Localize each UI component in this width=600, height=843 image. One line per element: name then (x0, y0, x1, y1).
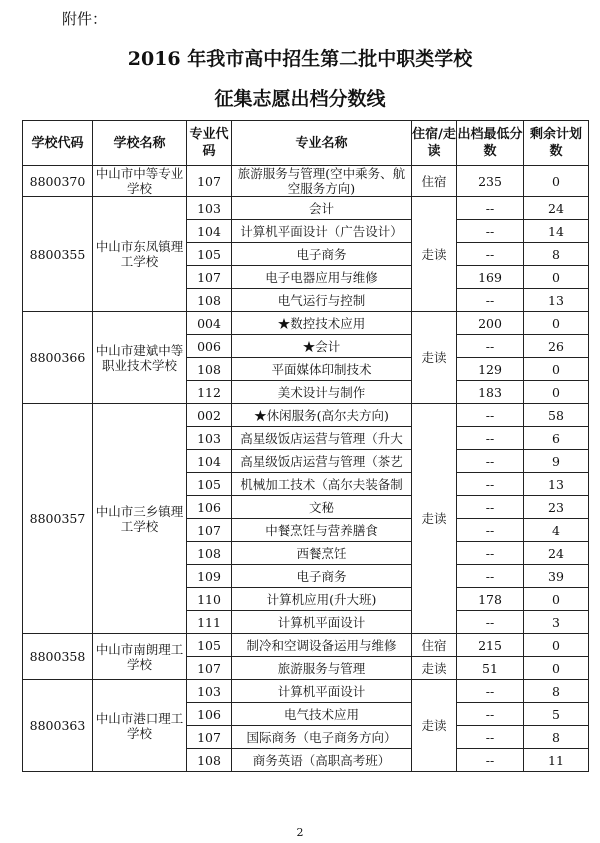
major-code: 108 (187, 749, 232, 772)
header-school-code: 学校代码 (23, 121, 93, 166)
major-name: 电子商务 (232, 565, 412, 588)
remaining: 11 (524, 749, 589, 772)
major-name: 文秘 (232, 496, 412, 519)
header-major-name: 专业名称 (232, 121, 412, 166)
major-name: 电气技术应用 (232, 703, 412, 726)
major-code: 106 (187, 703, 232, 726)
remaining: 0 (524, 657, 589, 680)
min-score: 51 (457, 657, 524, 680)
major-code: 104 (187, 220, 232, 243)
major-name: 计算机平面设计 (232, 680, 412, 703)
major-code: 112 (187, 381, 232, 404)
table-row (23, 197, 589, 220)
major-code: 107 (187, 726, 232, 749)
remaining: 8 (524, 726, 589, 749)
table-row (23, 312, 589, 335)
major-code: 004 (187, 312, 232, 335)
min-score: -- (457, 519, 524, 542)
header-lodging: 住宿/走读 (412, 121, 457, 166)
min-score: -- (457, 611, 524, 634)
remaining: 14 (524, 220, 589, 243)
major-name: 国际商务（电子商务方向） (232, 726, 412, 749)
lodging: 走读 (412, 404, 457, 634)
document-title: 2016 年我市高中招生第二批中职类学校 (127, 48, 473, 70)
min-score: 178 (457, 588, 524, 611)
remaining: 0 (524, 312, 589, 335)
school-code: 8800355 (23, 197, 93, 312)
major-code: 105 (187, 473, 232, 496)
table-row (23, 634, 589, 657)
remaining: 0 (524, 166, 589, 197)
major-name: 平面媒体印制技术 (232, 358, 412, 381)
min-score: -- (457, 404, 524, 427)
major-name: 高星级饭店运营与管理（茶艺 (232, 450, 412, 473)
remaining: 8 (524, 243, 589, 266)
remaining: 0 (524, 588, 589, 611)
school-name: 中山市港口理工学校 (93, 680, 187, 772)
major-name: 计算机平面设计（广告设计） (232, 220, 412, 243)
min-score: -- (457, 289, 524, 312)
remaining: 0 (524, 358, 589, 381)
major-code: 108 (187, 289, 232, 312)
remaining: 26 (524, 335, 589, 358)
major-name: 电气运行与控制 (232, 289, 412, 312)
min-score: -- (457, 220, 524, 243)
min-score: -- (457, 749, 524, 772)
major-code: 106 (187, 496, 232, 519)
major-code: 109 (187, 565, 232, 588)
min-score: -- (457, 542, 524, 565)
min-score: 183 (457, 381, 524, 404)
school-code: 8800363 (23, 680, 93, 772)
major-name: 美术设计与制作 (232, 381, 412, 404)
remaining: 13 (524, 473, 589, 496)
major-name: 计算机应用(升大班) (232, 588, 412, 611)
major-code: 110 (187, 588, 232, 611)
major-code: 107 (187, 266, 232, 289)
major-code: 107 (187, 166, 232, 197)
major-code: 107 (187, 657, 232, 680)
attachment-label: 附件： (62, 10, 108, 28)
table-row (23, 166, 589, 197)
major-code: 103 (187, 197, 232, 220)
remaining: 4 (524, 519, 589, 542)
major-code: 104 (187, 450, 232, 473)
major-code: 108 (187, 358, 232, 381)
major-code: 108 (187, 542, 232, 565)
lodging: 走读 (412, 197, 457, 312)
lodging: 走读 (412, 680, 457, 772)
major-name: 计算机平面设计 (232, 611, 412, 634)
major-code: 103 (187, 680, 232, 703)
min-score: 169 (457, 266, 524, 289)
major-name: 商务英语（高职高考班） (232, 749, 412, 772)
min-score: 235 (457, 166, 524, 197)
remaining: 39 (524, 565, 589, 588)
remaining: 3 (524, 611, 589, 634)
page-number: 2 (296, 826, 304, 839)
min-score: -- (457, 680, 524, 703)
major-name: 中餐烹饪与营养膳食 (232, 519, 412, 542)
remaining: 58 (524, 404, 589, 427)
remaining: 0 (524, 634, 589, 657)
remaining: 0 (524, 266, 589, 289)
lodging: 走读 (412, 657, 457, 680)
school-name: 中山市南朗理工学校 (93, 634, 187, 680)
major-name: ★会计 (232, 335, 412, 358)
min-score: -- (457, 243, 524, 266)
major-name: 制冷和空调设备运用与维修 (232, 634, 412, 657)
min-score: -- (457, 427, 524, 450)
school-name: 中山市中等专业学校 (93, 166, 187, 197)
major-code: 111 (187, 611, 232, 634)
school-code: 8800357 (23, 404, 93, 634)
major-name: 旅游服务与管理 (232, 657, 412, 680)
major-name: 机械加工技术（高尔夫装备制 (232, 473, 412, 496)
header-school-name: 学校名称 (93, 121, 187, 166)
remaining: 6 (524, 427, 589, 450)
major-name: ★数控技术应用 (232, 312, 412, 335)
lodging: 住宿 (412, 634, 457, 657)
major-code: 105 (187, 243, 232, 266)
min-score: -- (457, 496, 524, 519)
min-score: 129 (457, 358, 524, 381)
min-score: -- (457, 335, 524, 358)
min-score: -- (457, 197, 524, 220)
min-score: 215 (457, 634, 524, 657)
school-code: 8800358 (23, 634, 93, 680)
document-subtitle: 征集志愿出档分数线 (214, 88, 386, 110)
major-name: 旅游服务与管理(空中乘务、航空服务方向) (232, 166, 412, 197)
major-name: 电子电器应用与维修 (232, 266, 412, 289)
major-name: 电子商务 (232, 243, 412, 266)
lodging: 住宿 (412, 166, 457, 197)
table-row (23, 404, 589, 427)
remaining: 23 (524, 496, 589, 519)
school-name: 中山市三乡镇理工学校 (93, 404, 187, 634)
major-name: 西餐烹饪 (232, 542, 412, 565)
school-name: 中山市东凤镇理工学校 (93, 197, 187, 312)
remaining: 24 (524, 542, 589, 565)
header-min-score: 出档最低分数 (457, 121, 524, 166)
remaining: 0 (524, 381, 589, 404)
major-code: 103 (187, 427, 232, 450)
header-remaining: 剩余计划数 (524, 121, 589, 166)
school-name: 中山市建斌中等职业技术学校 (93, 312, 187, 404)
remaining: 5 (524, 703, 589, 726)
min-score: -- (457, 703, 524, 726)
min-score: -- (457, 726, 524, 749)
school-code: 8800370 (23, 166, 93, 197)
major-code: 105 (187, 634, 232, 657)
lodging: 走读 (412, 312, 457, 404)
header-major-code: 专业代码 (187, 121, 232, 166)
table-row (23, 680, 589, 703)
school-code: 8800366 (23, 312, 93, 404)
table-header-row (23, 121, 589, 166)
remaining: 24 (524, 197, 589, 220)
major-code: 002 (187, 404, 232, 427)
remaining: 13 (524, 289, 589, 312)
remaining: 8 (524, 680, 589, 703)
min-score: -- (457, 565, 524, 588)
major-name: ★休闲服务(高尔夫方向) (232, 404, 412, 427)
min-score: -- (457, 450, 524, 473)
remaining: 9 (524, 450, 589, 473)
major-code: 107 (187, 519, 232, 542)
major-name: 高星级饭店运营与管理（升大 (232, 427, 412, 450)
major-name: 会计 (232, 197, 412, 220)
admission-score-table (22, 120, 589, 772)
min-score: 200 (457, 312, 524, 335)
min-score: -- (457, 473, 524, 496)
major-code: 006 (187, 335, 232, 358)
